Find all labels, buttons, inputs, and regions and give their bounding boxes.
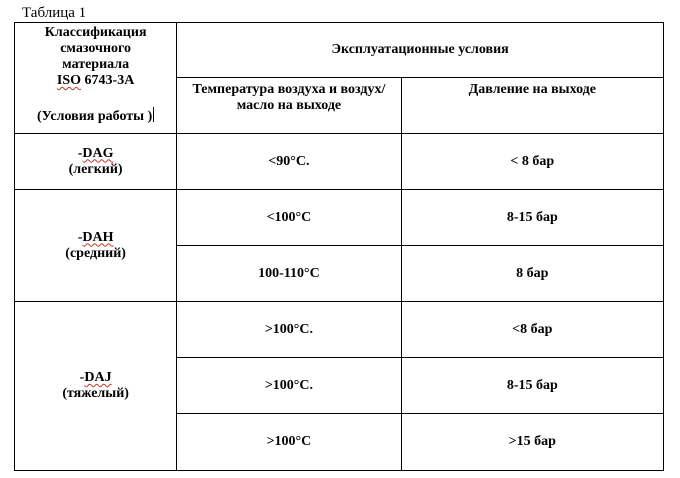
temperature-cell: >100°C <box>177 414 401 471</box>
classification-line2: смазочного <box>60 41 132 56</box>
temperature-header: Температура воздуха и воздух/масло на выходе <box>177 78 401 134</box>
pressure-cell: < 8 бар <box>401 134 663 190</box>
classification-header <box>15 23 177 134</box>
iso-standard: 6743-3A <box>81 73 135 88</box>
table-caption: Таблица 1 <box>22 5 87 21</box>
class-cell-dah <box>15 190 177 302</box>
class-desc: (тяжелый) <box>62 386 129 401</box>
temperature-cell: <100°C <box>177 190 401 246</box>
class-cell-dag <box>15 134 177 190</box>
classification-line3: материала <box>62 57 130 72</box>
table-row <box>15 302 664 358</box>
temperature-cell: >100°C. <box>177 358 401 414</box>
operating-conditions-header: Эксплуатационные условия <box>177 23 664 78</box>
temperature-cell: >100°C. <box>177 302 401 358</box>
class-code: DAJ <box>84 370 112 385</box>
classification-line1: Классификация <box>44 25 147 40</box>
class-desc: (средний) <box>65 245 126 261</box>
class-desc: (легкий) <box>68 161 123 177</box>
temperature-cell: 100-110°C <box>177 246 401 302</box>
pressure-cell: <8 бар <box>401 302 663 358</box>
pressure-cell: 8-15 бар <box>401 190 663 246</box>
text-cursor <box>153 107 154 122</box>
pressure-cell: 8-15 бар <box>401 358 663 414</box>
pressure-cell: 8 бар <box>401 246 663 302</box>
class-prefix: - <box>77 229 83 245</box>
temperature-cell: <90°C. <box>177 134 401 190</box>
class-cell-daj <box>15 302 177 471</box>
operating-conditions-table <box>14 22 664 471</box>
table-row <box>15 134 664 190</box>
class-prefix: - <box>79 370 85 385</box>
class-prefix: - <box>77 145 83 161</box>
class-code: DAH <box>82 229 114 245</box>
conditions-label: (Условия работы ) <box>37 109 153 124</box>
table-row <box>15 190 664 246</box>
pressure-cell: >15 бар <box>401 414 663 471</box>
pressure-header: Давление на выходе <box>401 78 663 134</box>
class-code: DAG <box>82 145 114 161</box>
iso-prefix: ISO <box>56 73 82 88</box>
